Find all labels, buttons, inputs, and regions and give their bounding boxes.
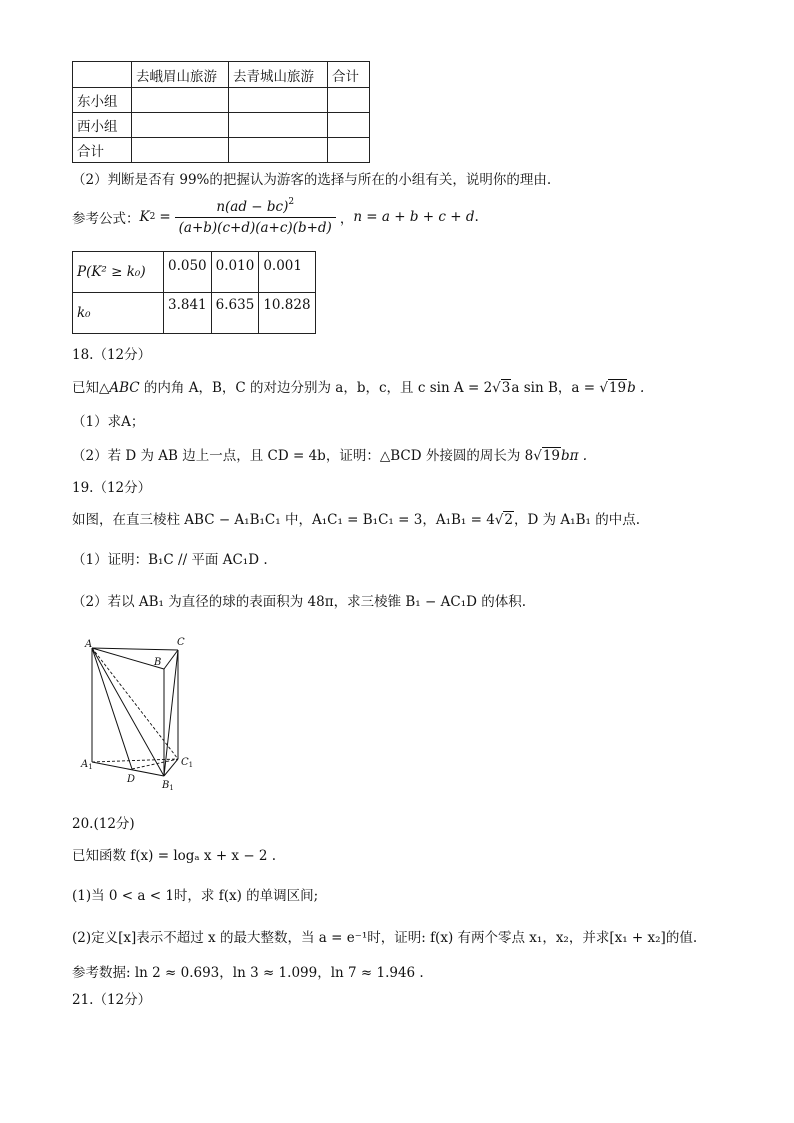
q19-part1: （1）证明：B₁C // 平面 AC₁D . — [72, 552, 268, 568]
q20-part2: (2)定义[x]表示不超过 x 的最大整数，当 a = e⁻¹时，证明: f(x) 有两个零点 x₁，x₂，并求[x₁ + x₂]的值. — [72, 930, 698, 946]
header-cell: 去青城山旅游 — [229, 62, 328, 88]
q21-header: 21.（12分） — [72, 992, 152, 1008]
label-C: C — [177, 637, 185, 648]
q17-part2: （2）判断是否有 99%的把握认为游客的选择与所在的小组有关，说明你的理由. — [72, 172, 552, 188]
header-cell — [73, 62, 132, 88]
q18-part1: （1）求A； — [72, 414, 145, 430]
table-cell — [328, 138, 370, 163]
q19-stem: 如图，在直三棱柱 ABC − A₁B₁C₁ 中，A₁C₁ = B₁C₁ = 3，A₁B₁ = 4√2，D 为 A₁B₁ 的中点. — [72, 512, 640, 528]
k-value: 6.635 — [211, 293, 259, 334]
p-value: 0.001 — [259, 252, 315, 293]
k-value: 3.841 — [164, 293, 212, 334]
formula-k: K — [139, 208, 150, 225]
table-cell — [229, 138, 328, 163]
label-A: A — [85, 639, 93, 650]
label-B1: $B_1$ — [162, 780, 174, 792]
table-cell — [229, 113, 328, 138]
p-value: 0.050 — [164, 252, 212, 293]
row-label: 东小组 — [73, 88, 132, 113]
formula-numerator: n(ad − bc) — [216, 199, 289, 215]
segment-CB1 — [164, 650, 178, 776]
label-A1: $A_1$ — [81, 759, 93, 771]
k-value: 10.828 — [259, 293, 315, 334]
header-cell: 合计 — [328, 62, 370, 88]
formula-denominator: (a+b)(c+d)(a+c)(b+d) — [178, 220, 332, 236]
segment-AC1-hidden — [92, 648, 178, 759]
table-cell — [132, 88, 229, 113]
formula-n-def: n = a + b + c + d — [353, 208, 475, 225]
q20-reference-data: 参考数据: ln 2 ≈ 0.693，ln 3 ≈ 1.099，ln 7 ≈ 1.946 . — [72, 965, 424, 981]
k-label: k₀ — [73, 293, 164, 334]
label-D: D — [127, 774, 136, 785]
edge-AC — [92, 648, 178, 650]
table-cell — [229, 88, 328, 113]
q19-header: 19.（12分） — [72, 480, 152, 496]
label-C1: $C_1$ — [181, 757, 194, 769]
label-B: B — [154, 657, 162, 668]
q19-part2: （2）若以 AB₁ 为直径的球的表面积为 48π，求三棱锥 B₁ − AC₁D 的体积. — [72, 594, 527, 610]
q18-part2: （2）若 D 为 AB 边上一点，且 CD = 4b，证明：△BCD 外接圆的周长为 8√19bπ . — [72, 448, 588, 464]
row-label: 合计 — [73, 138, 132, 163]
table-cell — [328, 88, 370, 113]
p-label: P(K² ≥ k₀) — [73, 252, 164, 293]
header-cell: 去峨眉山旅游 — [132, 62, 229, 88]
formula-fraction: $\frac{n(ad - bc)^2}{(a+b)(c+d)(a+c)(b+d)}$ — [175, 197, 336, 236]
q20-header: 20.(12分) — [72, 816, 135, 832]
p-value: 0.010 — [211, 252, 259, 293]
critical-value-table — [72, 251, 316, 334]
q18-header: 18.（12分） — [72, 347, 152, 363]
q20-part1: (1)当 0 < a < 1时，求 f(x) 的单调区间; — [72, 888, 319, 904]
table-cell — [328, 113, 370, 138]
table-cell — [132, 113, 229, 138]
q18-stem: 已知△ABC 的内角 A，B，C 的对边分别为 a，b，c，且 c sin A = 2√3a sin B，a = √19b . — [72, 380, 645, 396]
edge-A1C1-hidden — [92, 759, 178, 762]
row-label: 西小组 — [73, 113, 132, 138]
formula-label: 参考公式： — [72, 210, 140, 227]
table-cell — [132, 138, 229, 163]
contingency-table — [72, 61, 370, 163]
reference-formula: 参考公式： K 2 = $\frac{n(ad - bc)^2}{(a+b)(c+d)(a+c)(b+d)}$ ， n = a + b + c + d . — [72, 197, 479, 236]
q20-stem: 已知函数 f(x) = logₐ x + x − 2 . — [72, 848, 277, 864]
prism-figure — [76, 634, 206, 794]
